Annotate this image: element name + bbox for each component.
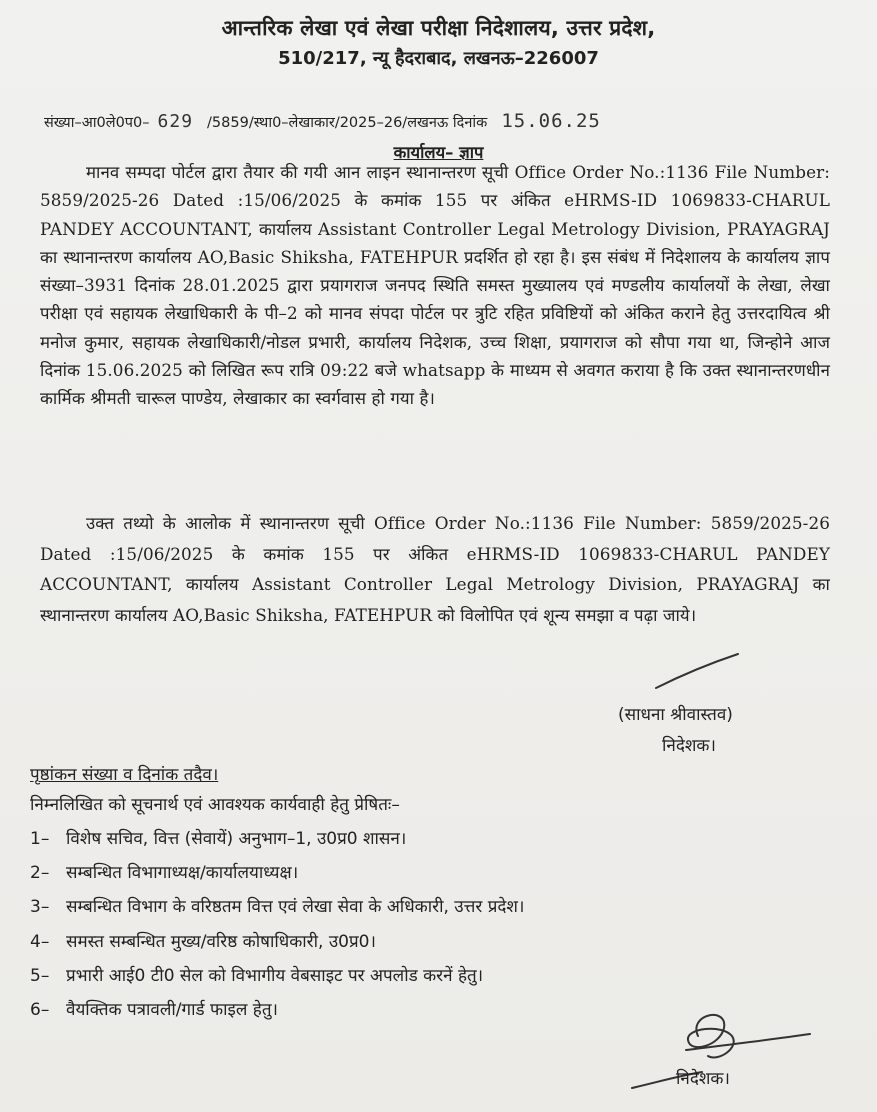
list-item [30,963,524,997]
list-item [30,894,524,928]
list-item-text: वैयक्तिक पत्रावली/गार्ड फाइल हेतु। [66,999,278,1020]
endorsement-intro: निम्नलिखित को सूचनार्थ एवं आवश्यक कार्यवाही हेतु प्रेषितः– [30,795,400,815]
list-item-number: 2– [30,863,50,884]
list-item-text: विशेष सचिव, वित्त (सेवायें) अनुभाग–1, उ0प्र0 शासन। [66,829,407,849]
list-item-number: 3– [30,897,50,918]
list-item [30,997,524,1031]
list-item [30,860,524,894]
signature-block [618,700,838,762]
signatory-name: (साधना श्रीवास्तव) [618,705,733,725]
reference-line [44,110,864,132]
reference-middle: /5859/स्था0–लेखाकार/2025–26/लखनऊ दिनांक [207,115,488,131]
list-item [30,929,524,963]
distribution-list [30,826,524,1031]
list-item-number: 6– [30,999,50,1020]
office-name: आन्तरिक लेखा एवं लेखा परीक्षा निदेशालय, उत्तर प्रदेश, [221,16,656,40]
body-paragraph-2: उक्त तथ्यो के आलोक में स्थानान्तरण सूची Office Order No.:1136 File Number: 5859/2025-26 Dated :15/06/2025 के कमांक 155 पर अंकित eHRMS-ID 1069833-CHARUL PANDEY ACCOUNTANT, कार्यालय Assistant Controller Legal Metrology Division, PRAYAGRAJ का स्थानान्तरण कार्यालय AO,Basic Shiksha, FATEHPUR को विलोपित एवं शून्य समझा व पढ़ा जाये। [40,513,830,625]
reference-prefix: संख्या–आ0ले0प0– [44,115,150,131]
list-item [30,826,524,860]
body-paragraph-1: मानव सम्पदा पोर्टल द्वारा तैयार की गयी आन लाइन स्थानान्तरण सूची Office Order No.:1136 File Number: 5859/2025-26 Dated :15/06/2025 के कमांक 155 पर अंकित eHRMS-ID 1069833-CHARUL PANDEY ACCOUNTANT, कार्यालय Assistant Controller Legal Metrology Division, PRAYAGRAJ का स्थानान्तरण कार्यालय AO,Basic Shiksha, FATEHPUR प्रदर्शित हो रहा है। इस संबंध में निदेशालय के कार्यालय ज्ञाप संख्या–3931 दिनांक 28.01.2025 द्वारा प्रयागराज जनपद स्थिति समस्त मुख्यालय एवं मण्डलीय कार्यालयों के लेखा, लेखा परीक्षा एवं सहायक लेखाधिकारी के पी–2 को मानव संपदा पोर्टल पर त्रुटि रहित प्रविष्टियों को अंकित कराने हेतु उत्तरदायित्व श्री मनोज कुमार, सहायक लेखाधिकारी/नोडल प्रभारी, कार्यालय निदेशक, उच्च शिक्षा, प्रयागराज को सौपा गया था, जिन्होने आज दिनांक 15.06.2025 को लिखित रूप रात्रि 09:22 बजे whatsapp के माध्यम से अवगत कराया है कि उक्त स्थानान्तरणधीन कार्मिक श्रीमती चारूल पाण्डेय, लेखाकार का स्वर्गवास हो गया है। [40,162,830,409]
list-item-text: प्रभारी आई0 टी0 सेल को विभागीय वेबसाइट पर अपलोड करनें हेतु। [66,965,484,986]
signature-scribble [652,648,742,692]
handwritten-date: 15.06.25 [501,110,601,132]
list-item-text: सम्बन्धित विभागाध्यक्ष/कार्यालयाध्यक्ष। [66,863,299,884]
list-item-number: 5– [30,965,50,986]
signatory-designation: निदेशक। [662,736,716,756]
list-item-number: 1– [30,829,50,849]
endorsement-heading: पृष्ठांकन संख्या व दिनांक तदैव। [30,765,219,785]
list-item-text: सम्बन्धित विभाग के वरिष्ठतम वित्त एवं लेखा सेवा के अधिकारी, उत्तर प्रदेश। [66,897,525,918]
final-designation: निदेशक। [676,1069,730,1089]
document-title: कार्यालय– ज्ञाप [393,143,484,162]
handwritten-letter-number: 629 [157,111,194,132]
office-address: 510/217, न्यू हैदराबाद, लखनऊ–226007 [278,48,599,69]
list-item-text: समस्त सम्बन्धित मुख्य/वरिष्ठ कोषाधिकारी, उ0प्र0। [66,931,376,952]
list-item-number: 4– [30,931,50,952]
